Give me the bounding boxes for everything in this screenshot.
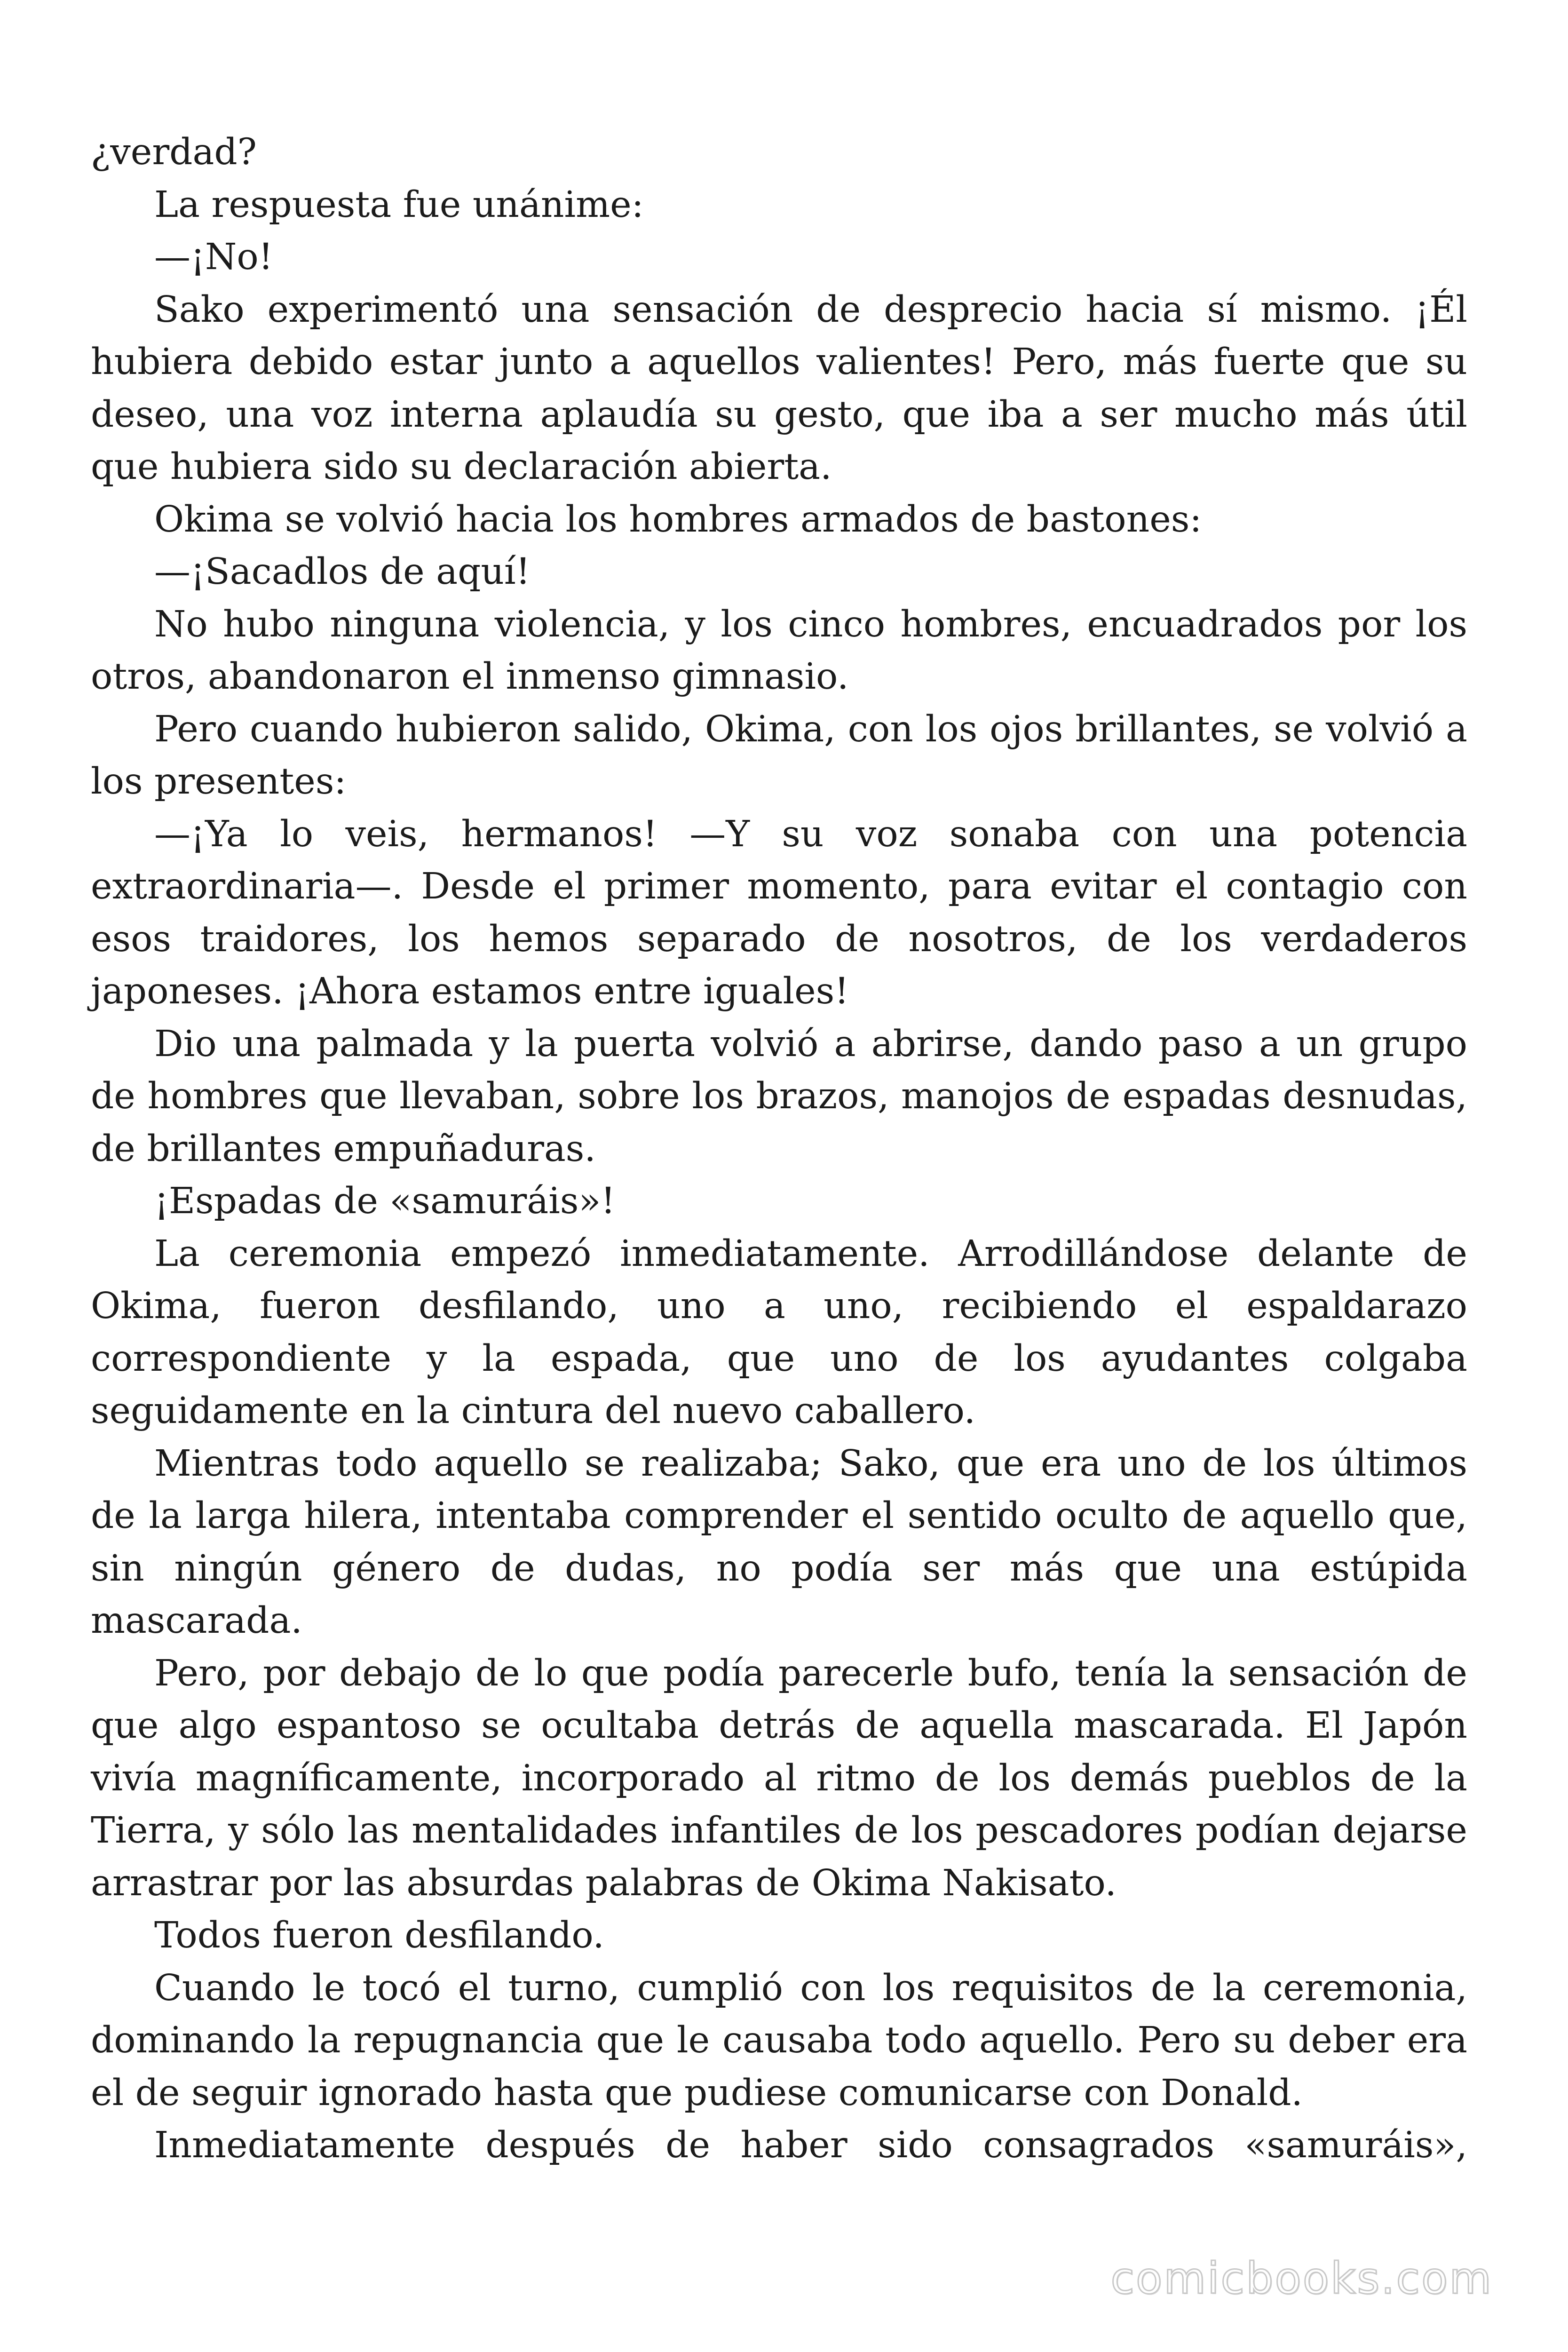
paragraph-12: La ceremonia empezó inmediatamente. Arrodillándose delante de Okima, fueron desfilando, uno a uno, recibiendo el espaldarazo correspondiente y la espada, que uno de los ayudantes colgaba seguidamente en la cintura del nuevo caballero. xyxy=(91,1232,1467,1432)
paragraph-3: —¡No! xyxy=(154,236,273,278)
paragraph-5: Okima se volvió hacia los hombres armados de bastones: xyxy=(154,498,1202,540)
paragraph-14: Pero, por debajo de lo que podía parecerle bufo, tenía la sensación de que algo espantoso se ocultaba detrás de aquella mascarada. El Japón vivía magníficamente, incorporado al ritmo de los demás pueblos de la Tierra, y sólo las mentalidades infantiles de los pescadores podían dejarse arrastrar por las absurdas palabras de Okima Nakisato. xyxy=(91,1652,1467,1904)
paragraph-6: —¡Sacadlos de aquí! xyxy=(154,551,531,593)
paragraph-2: La respuesta fue unánime: xyxy=(154,183,644,226)
paragraph-15: Todos fueron desfilando. xyxy=(154,1915,604,1956)
paragraph-4: Sako experimentó una sensación de desprecio hacia sí mismo. ¡Él hubiera debido estar junto a aquellos valientes! Pero, más fuerte que su deseo, una voz interna aplaudía su gesto, que iba a ser mucho más útil que hubiera sido su declaración abierta. xyxy=(91,288,1467,488)
paragraph-1: ¿verdad? xyxy=(91,131,257,173)
paragraph-8: Pero cuando hubieron salido, Okima, con los ojos brillantes, se volvió a los presentes: xyxy=(91,708,1467,803)
paragraph-11: ¡Espadas de «samuráis»! xyxy=(154,1180,616,1222)
watermark: comicbooks.com xyxy=(1110,2253,1493,2304)
paragraph-17: Inmediatamente después de haber sido consagrados «samuráis», xyxy=(154,2124,1467,2166)
paragraph-16: Cuando le tocó el turno, cumplió con los requisitos de la ceremonia, dominando la repugnancia que le causaba todo aquello. Pero su deber era el de seguir ignorado hasta que pudiese comunicarse con Donald. xyxy=(91,1967,1467,2114)
book-page-text xyxy=(91,126,1467,2172)
paragraph-10: Dio una palmada y la puerta volvió a abrirse, dando paso a un grupo de hombres que llevaban, sobre los brazos, manojos de espadas desnudas, de brillantes empuñaduras. xyxy=(91,1023,1467,1170)
paragraph-9: —¡Ya lo veis, hermanos! —Y su voz sonaba con una potencia extraordinaria—. Desde el primer momento, para evitar el contagio con esos traidores, los hemos separado de nosotros, de los verdaderos japoneses. ¡Ahora estamos entre iguales! xyxy=(91,813,1467,1012)
paragraph-13: Mientras todo aquello se realizaba; Sako, que era uno de los últimos de la larga hilera, intentaba comprender el sentido oculto de aquello que, sin ningún género de dudas, no podía ser más que una estúpida mascarada. xyxy=(91,1442,1467,1642)
paragraph-7: No hubo ninguna violencia, y los cinco hombres, encuadrados por los otros, abandonaron el inmenso gimnasio. xyxy=(91,603,1467,698)
